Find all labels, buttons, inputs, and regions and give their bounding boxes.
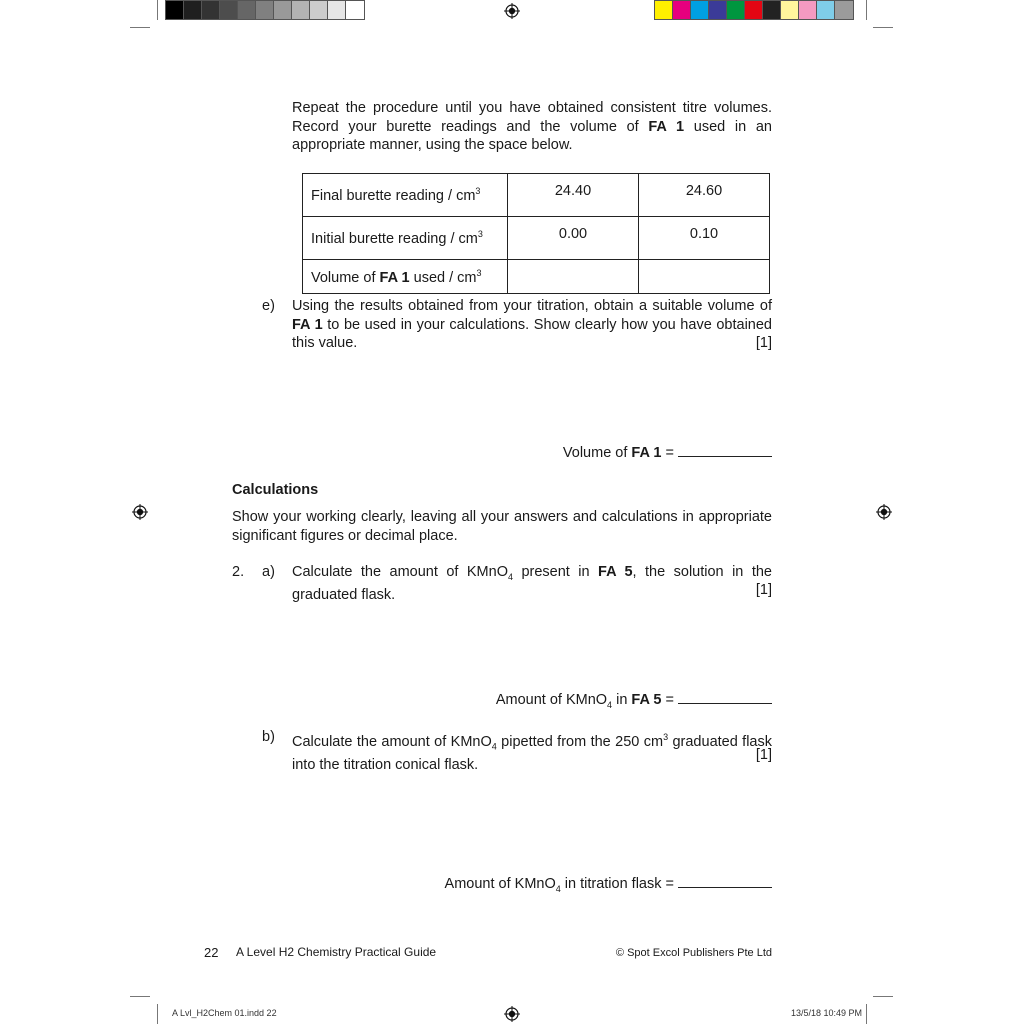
calculations-instructions: Show your working clearly, leaving all your answers and calculations in appropriate significant figures or decimal place. (232, 509, 772, 544)
part-b-answer-line: Amount of KMnO$_4$ in titration flask = (322, 875, 772, 898)
color-swatch (727, 1, 745, 19)
burette-readings-table (302, 173, 770, 294)
table-row (303, 174, 770, 217)
table-cell-label: Volume of FA 1 used / $cm^3$ (303, 260, 508, 294)
crop-mark-top-right-vertical (866, 0, 867, 20)
crop-mark-top-left-horizontal (130, 27, 150, 28)
registration-mark-icon (504, 3, 520, 19)
color-swatch (691, 1, 709, 19)
copyright: © Spot Excol Publishers Pte Ltd (615, 947, 772, 959)
part-e-question: Using the results obtained from your titration, obtain a suitable volume of FA 1 to be used in your calculations. Show clearly how you have obtained this value. (292, 298, 772, 351)
color-swatch (256, 1, 274, 19)
part-e-letter: e) (262, 298, 275, 314)
part-b-marks: [1] (755, 747, 772, 763)
crop-mark-top-right-horizontal (873, 27, 893, 28)
color-swatch (709, 1, 727, 19)
table-cell-label: Initial burette reading / $cm^3$ (303, 217, 508, 260)
table-cell-empty[interactable] (508, 260, 639, 294)
crop-mark-bottom-right-horizontal (873, 996, 893, 997)
page-number: 22 (204, 945, 219, 960)
table-row (303, 217, 770, 260)
color-swatch (292, 1, 310, 19)
color-swatch (799, 1, 817, 19)
table-cell-label: Final burette reading / $cm^3$ (303, 174, 508, 217)
color-swatch (328, 1, 346, 19)
book-title: A Level H2 Chemistry Practical Guide (236, 945, 437, 959)
answer-blank[interactable] (678, 691, 772, 704)
intro-line2-post: used in an appropriate manner, using the space below. (292, 118, 772, 153)
table-cell-value: 24.40 (508, 174, 639, 217)
table-cell-value: 24.60 (639, 174, 770, 217)
color-swatch (184, 1, 202, 19)
color-swatch (763, 1, 781, 19)
part-b-question: Calculate the amount of KMnO$_4$ pipetted from the 250 $cm^3$ graduated flask into the titration conical flask. (292, 732, 772, 774)
table-cell-value: 0.00 (508, 217, 639, 260)
crop-mark-bottom-left-vertical (157, 1004, 158, 1024)
color-swatch (202, 1, 220, 19)
intro-line2-pre: Record your burette readings and the volume of (292, 118, 649, 135)
color-swatch (346, 1, 364, 19)
part-a-marks: [1] (755, 582, 772, 598)
part-b-letter: b) (262, 729, 275, 745)
color-swatch (835, 1, 853, 19)
color-swatch (310, 1, 328, 19)
intro-line1: Repeat the procedure until you have obtained consistent titre volumes. (292, 100, 772, 116)
crop-mark-bottom-right-vertical (866, 1004, 867, 1024)
color-swatch (745, 1, 763, 19)
slug-file-name: A Lvl_H2Chem 01.indd 22 (172, 1008, 277, 1018)
color-swatch (166, 1, 184, 19)
color-swatch (238, 1, 256, 19)
crop-mark-bottom-left-horizontal (130, 996, 150, 997)
part-e-marks: [1] (755, 335, 772, 351)
registration-mark-icon (132, 504, 148, 520)
registration-mark-icon (504, 1006, 520, 1022)
table-row (303, 260, 770, 294)
slug-timestamp: 13/5/18 10:49 PM (790, 1008, 862, 1018)
color-swatch (274, 1, 292, 19)
question-number: 2. (232, 564, 245, 580)
table-cell-empty[interactable] (639, 260, 770, 294)
intro-paragraph (292, 99, 772, 155)
color-swatch (781, 1, 799, 19)
intro-fa1: FA 1 (648, 118, 685, 135)
process-color-bar (654, 0, 854, 20)
color-swatch (655, 1, 673, 19)
answer-blank[interactable] (678, 444, 772, 457)
color-swatch (673, 1, 691, 19)
part-a-letter: a) (262, 564, 275, 580)
answer-blank[interactable] (678, 875, 772, 888)
color-swatch (220, 1, 238, 19)
crop-mark-top-left-vertical (157, 0, 158, 20)
part-e-answer-line: Volume of FA 1 = (472, 444, 772, 463)
table-cell-value: 0.10 (639, 217, 770, 260)
calculations-heading: Calculations (232, 482, 319, 498)
part-a-answer-line: Amount of KMnO$_4$ in FA 5 = (372, 691, 772, 714)
registration-mark-icon (876, 504, 892, 520)
color-swatch (817, 1, 835, 19)
grayscale-color-bar (165, 0, 365, 20)
part-a-question: Calculate the amount of KMnO$_4$ present in FA 5, the solution in the graduated flask. (292, 564, 772, 604)
